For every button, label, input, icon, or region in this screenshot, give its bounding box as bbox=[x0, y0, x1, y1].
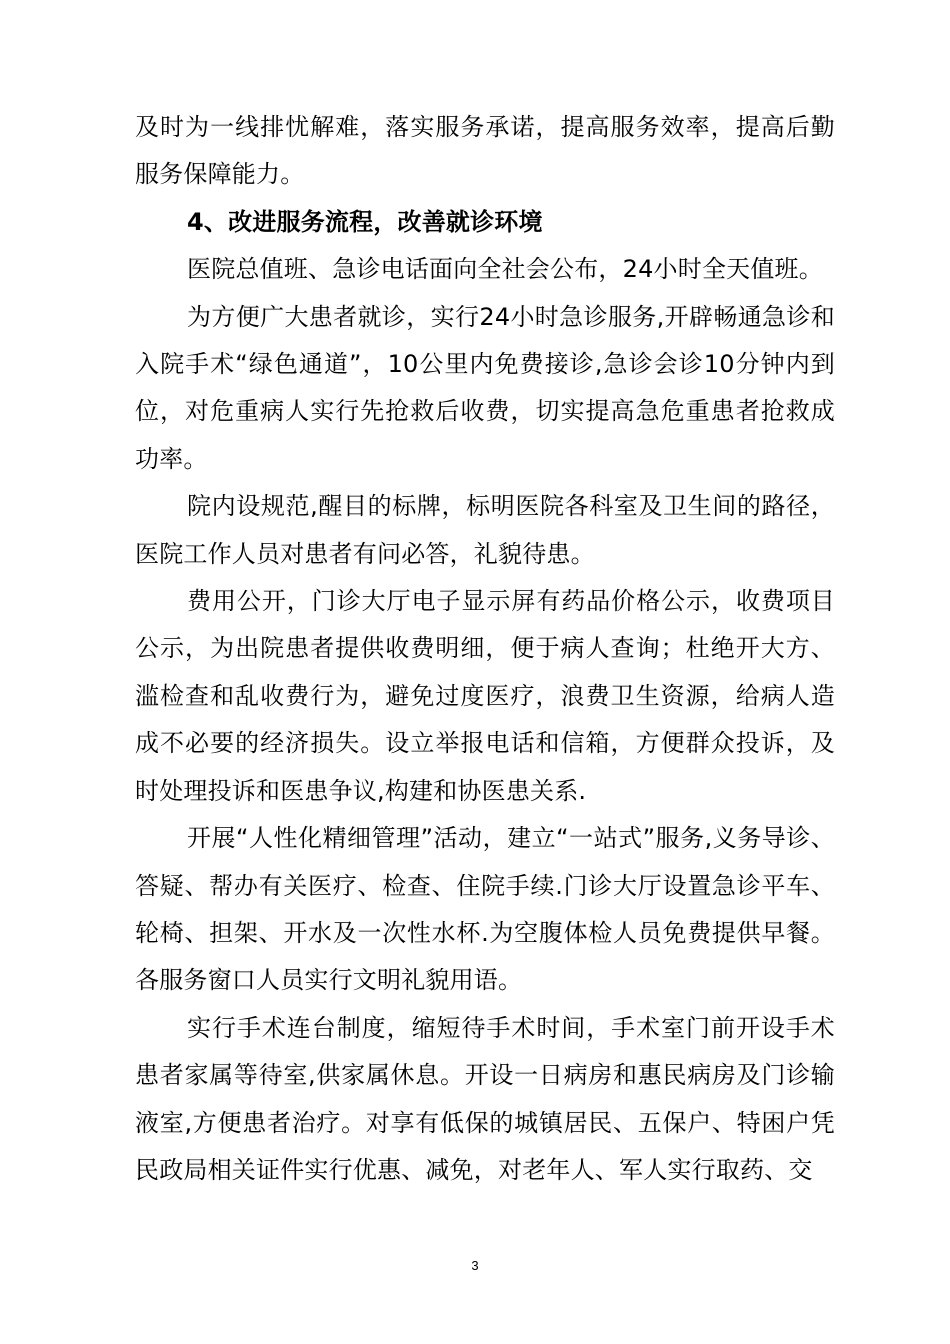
paragraph-emergency: 为方便广大患者就诊，实行24小时急诊服务,开辟畅通急诊和入院手术“绿色通道”，10公里内免费接诊,急诊会诊10分钟内到位，对危重病人实行先抢救后收费，切实提高急危重患者抢救成功率。 bbox=[135, 302, 835, 473]
paragraph-duty: 医院总值班、急诊电话面向全社会公布，24小时全天值班。 bbox=[187, 255, 823, 284]
page-number: 3 bbox=[471, 1258, 479, 1273]
paragraph-surgery: 实行手术连台制度，缩短待手术时间，手术室门前开设手术患者家属等待室,供家属休息。开设一日病房和惠民病房及门诊输液室,方便患者治疗。对享有低保的城镇居民、五保户、特困户凭民政局相关证件实行优惠、减免，对老年人、军人实行取药、交 bbox=[135, 1013, 835, 1184]
paragraph-fees: 费用公开，门诊大厅电子显示屏有药品价格公示，收费项目公示，为出院患者提供收费明细，便于病人查询；杜绝开大方、滥检查和乱收费行为，避免过度医疗，浪费卫生资源，给病人造成不必要的经济损失。设立举报电话和信箱，方便群众投诉，及时处理投诉和医患争议,构建和协医患关系. bbox=[135, 587, 835, 805]
section-heading: 4、改进服务流程，改善就诊环境 bbox=[187, 207, 543, 236]
paragraph-one-stop: 开展“人性化精细管理”活动，建立“一站式”服务,义务导诊、答疑、帮办有关医疗、检查、住院手续.门诊大厅设置急诊平车、轮椅、担架、开水及一次性水杯.为空腹体检人员免费提供早餐。各服务窗口人员实行文明礼貌用语。 bbox=[135, 824, 835, 995]
paragraph-continuation: 及时为一线排忧解难，落实服务承诺，提高服务效率，提高后勤服务保障能力。 bbox=[135, 113, 835, 189]
body-text bbox=[135, 104, 835, 1194]
paragraph-signage: 院内设规范,醒目的标牌，标明医院各科室及卫生间的路径，医院工作人员对患者有问必答，礼貌待患。 bbox=[135, 492, 835, 568]
